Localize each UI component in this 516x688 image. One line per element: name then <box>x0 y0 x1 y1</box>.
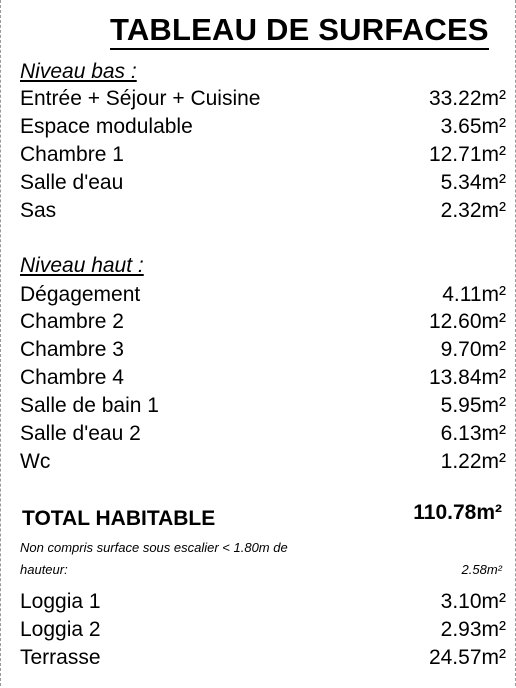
exterior-area: 3.10m² <box>440 590 506 613</box>
table-row <box>20 85 506 113</box>
table-row <box>20 588 506 616</box>
staircase-note <box>20 537 506 581</box>
room-label: Chambre 2 <box>20 310 124 333</box>
table-row <box>20 644 506 672</box>
section-heading-niveau-bas: Niveau bas : <box>20 60 137 83</box>
room-area: 5.95m² <box>440 394 506 417</box>
exterior-label: Terrasse <box>20 646 101 669</box>
table-row <box>20 336 506 364</box>
room-label: Chambre 1 <box>20 143 124 166</box>
table-row <box>20 420 506 448</box>
table-row <box>20 308 506 336</box>
room-label: Entrée + Séjour + Cuisine <box>20 87 261 110</box>
room-area: 12.71m² <box>428 143 506 166</box>
room-area: 9.70m² <box>440 338 506 361</box>
table-row <box>20 448 506 476</box>
table-row <box>20 169 506 197</box>
note-line-2: hauteur: <box>20 562 68 577</box>
room-area: 4.11m² <box>442 283 506 306</box>
room-label: Chambre 3 <box>20 338 124 361</box>
exterior-label: Loggia 2 <box>20 618 101 641</box>
room-area: 3.65m² <box>440 115 506 138</box>
table-row <box>20 281 506 309</box>
table-row <box>20 197 506 225</box>
room-area: 33.22m² <box>428 87 506 110</box>
table-row <box>20 141 506 169</box>
room-area: 13.84m² <box>428 366 506 389</box>
table-row <box>20 113 506 141</box>
room-label: Salle d'eau 2 <box>20 422 141 445</box>
total-value: 110.78m² <box>413 501 502 524</box>
room-area: 6.13m² <box>440 422 506 445</box>
note-value: 2.58m² <box>461 562 502 577</box>
total-label: TOTAL HABITABLE <box>22 507 216 530</box>
room-area: 1.22m² <box>440 450 506 473</box>
note-line-1: Non compris surface sous escalier < 1.80m de <box>20 540 288 555</box>
room-area: 2.32m² <box>440 199 506 222</box>
table-row <box>20 616 506 644</box>
room-area: 12.60m² <box>428 310 506 333</box>
room-label: Dégagement <box>20 283 141 306</box>
room-label: Sas <box>20 199 57 222</box>
room-area: 5.34m² <box>440 171 506 194</box>
room-label: Salle d'eau <box>20 171 124 194</box>
room-label: Espace modulable <box>20 115 193 138</box>
section-heading-niveau-haut: Niveau haut : <box>20 254 144 277</box>
room-label: Chambre 4 <box>20 366 124 389</box>
exterior-area: 2.93m² <box>440 618 506 641</box>
exterior-area: 24.57m² <box>428 646 506 669</box>
document-title: TABLEAU DE SURFACES <box>110 12 489 50</box>
table-row <box>20 364 506 392</box>
exterior-label: Loggia 1 <box>20 590 101 613</box>
room-label: Wc <box>20 450 51 473</box>
room-label: Salle de bain 1 <box>20 394 159 417</box>
table-row <box>20 392 506 420</box>
